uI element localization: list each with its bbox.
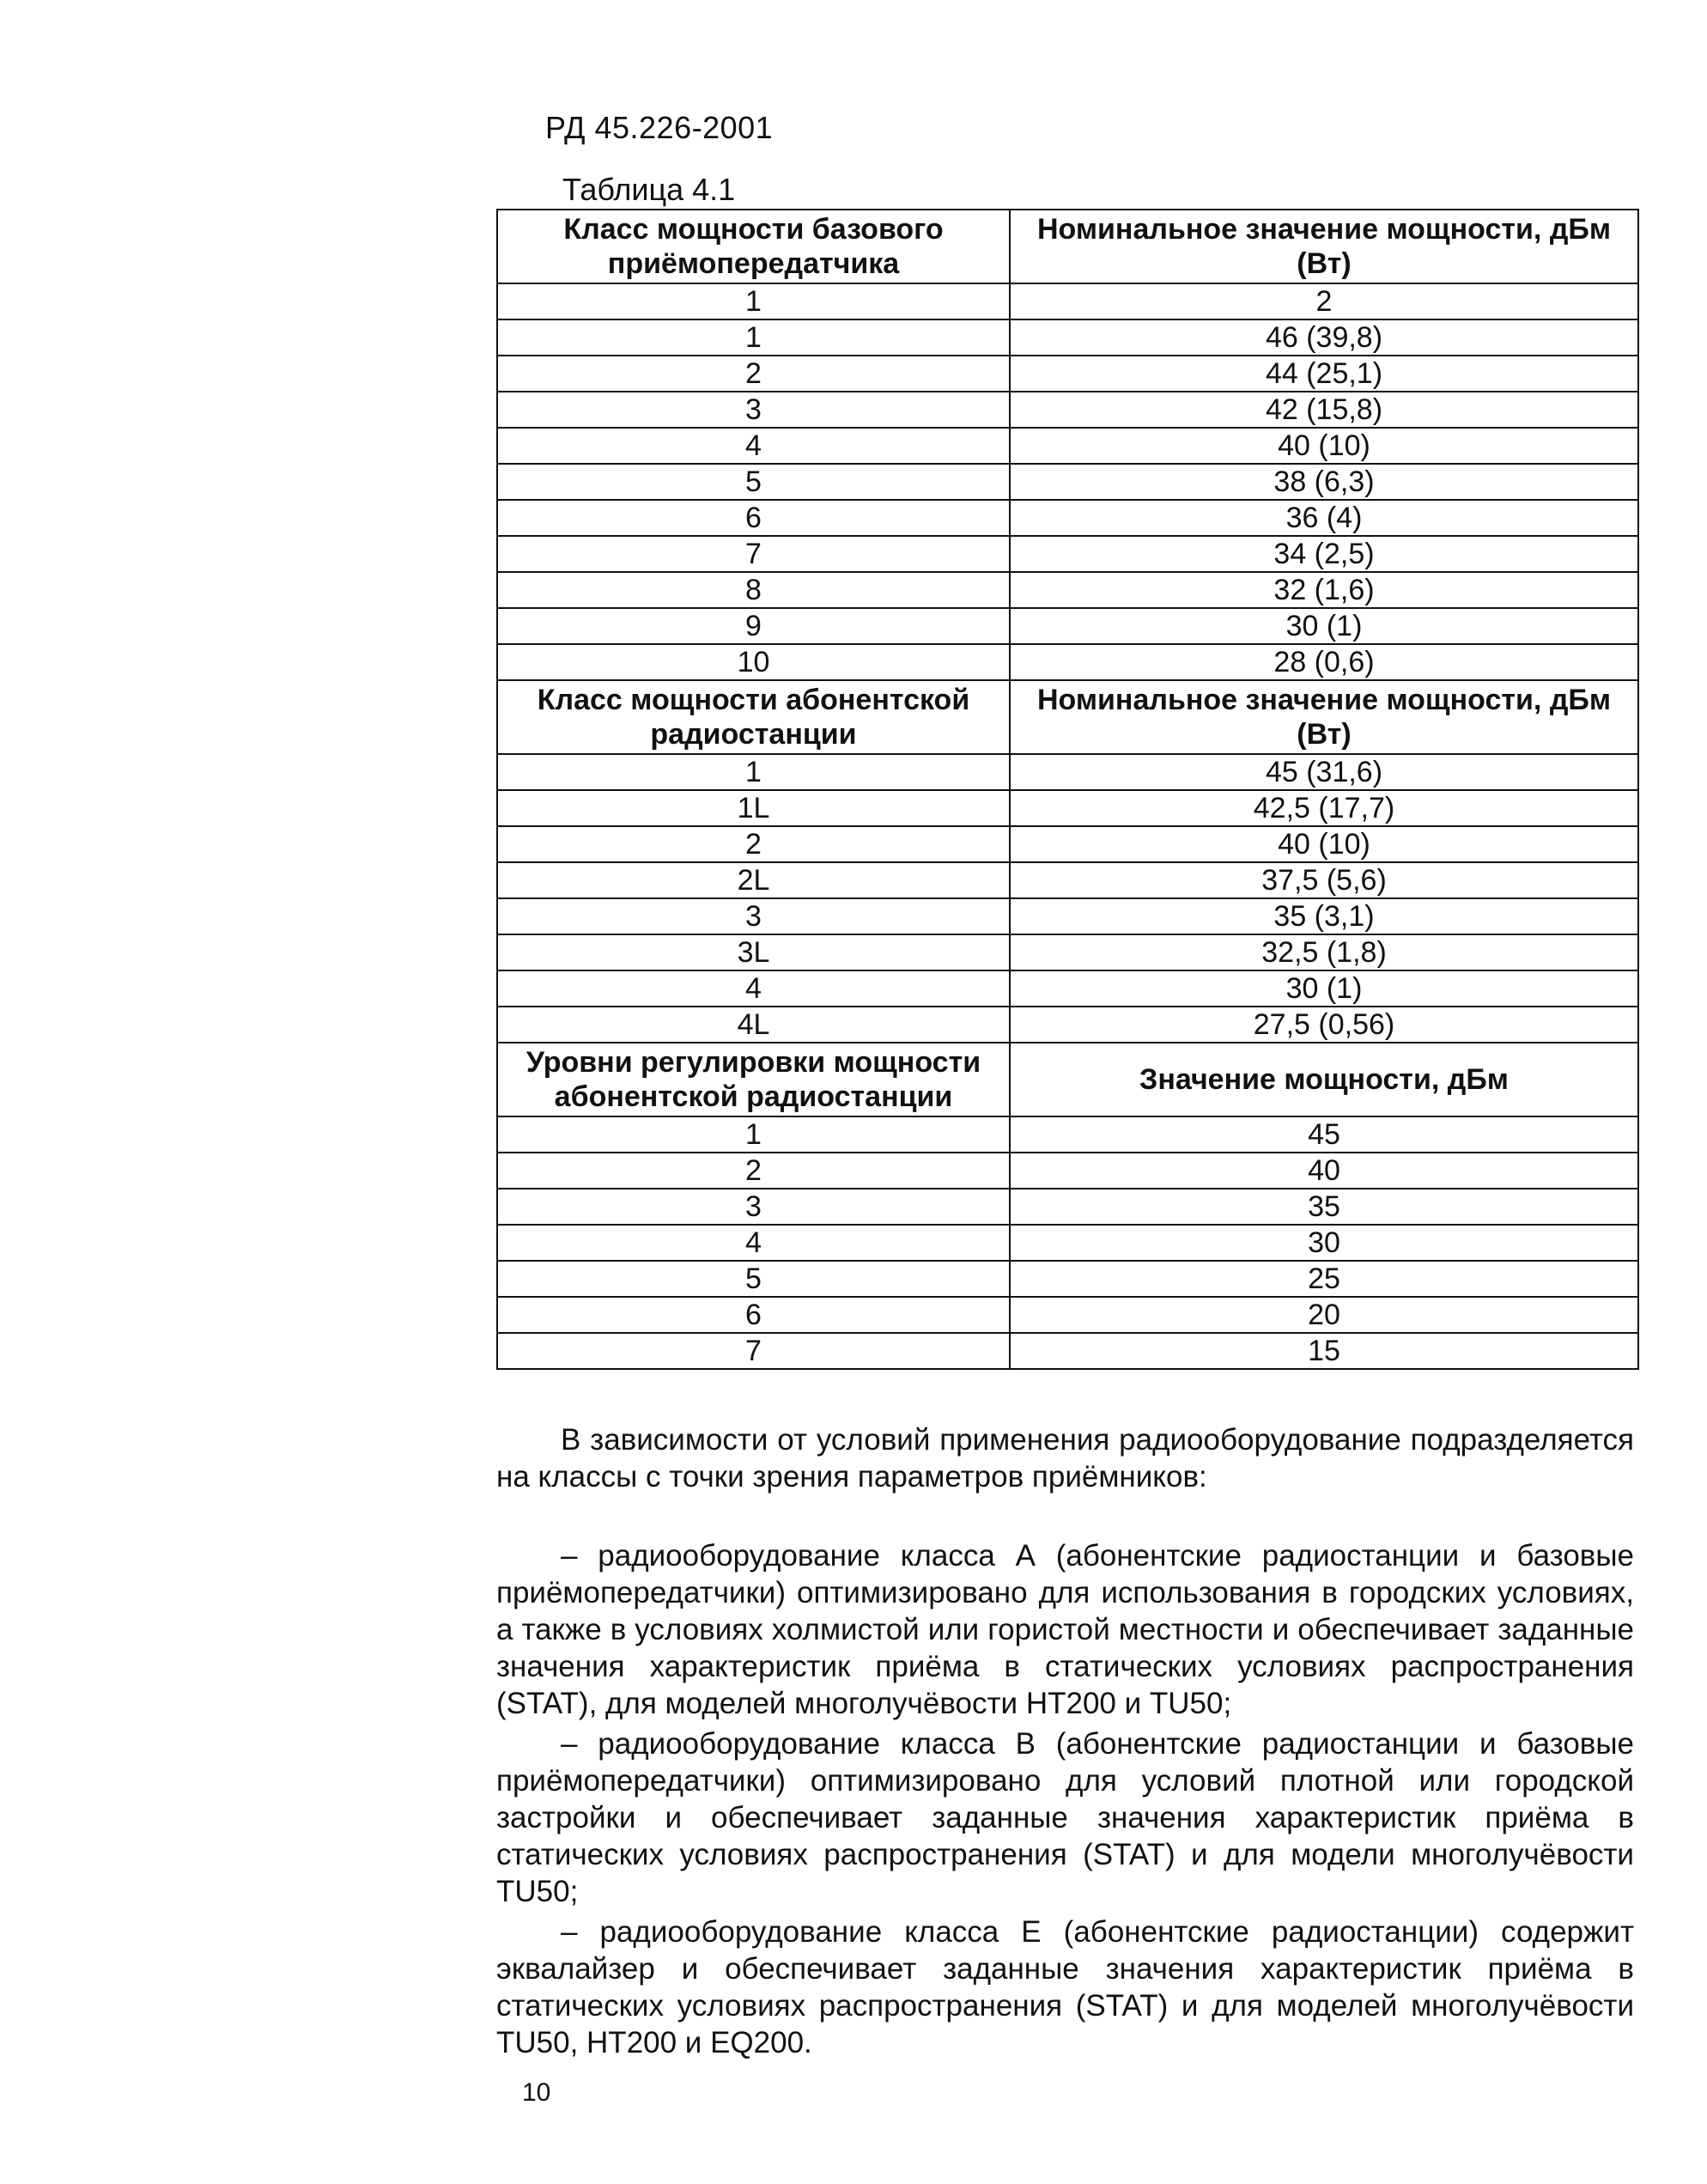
class-cell: 2: [497, 1153, 1010, 1189]
power-cell: 25: [1010, 1261, 1638, 1297]
power-cell: 37,5 (5,6): [1010, 862, 1638, 898]
table-row: [497, 1297, 1638, 1333]
table-row: [497, 572, 1638, 608]
table-row: [497, 536, 1638, 572]
table-row: [497, 898, 1638, 934]
power-class-table: [496, 209, 1639, 1370]
document-code: РД 45.226-2001: [545, 110, 774, 145]
table-row: [497, 1225, 1638, 1261]
table-header-row: [497, 210, 1638, 283]
class-cell: 4L: [497, 1007, 1010, 1043]
table-row: [497, 319, 1638, 356]
class-cell: 9: [497, 608, 1010, 644]
power-cell: 15: [1010, 1333, 1638, 1369]
power-cell: 42,5 (17,7): [1010, 790, 1638, 826]
intro-paragraph: [496, 1421, 1634, 1495]
table-header-cell: Номинальное значение мощности, дБм (Вт): [1010, 210, 1638, 283]
power-cell: 40: [1010, 1153, 1638, 1189]
power-cell: 32,5 (1,8): [1010, 934, 1638, 970]
table-row: [497, 500, 1638, 536]
power-cell: 40 (10): [1010, 826, 1638, 862]
table-row: [497, 862, 1638, 898]
table-row: [497, 608, 1638, 644]
class-cell: 6: [497, 500, 1010, 536]
power-cell: 30 (1): [1010, 608, 1638, 644]
table-row: [497, 428, 1638, 464]
power-cell: 30 (1): [1010, 970, 1638, 1007]
class-cell: 2: [497, 826, 1010, 862]
class-cell: 2: [497, 356, 1010, 392]
table-row: [497, 392, 1638, 428]
power-cell: 30: [1010, 1225, 1638, 1261]
power-cell: 27,5 (0,56): [1010, 1007, 1638, 1043]
table-header-cell: Класс мощности абонентской радиостанции: [497, 680, 1010, 754]
table-row: [497, 644, 1638, 680]
list-item: – радиооборудование класса Е (абонентские радиостанции) содержит эквалайзер и обеспечивает заданные значения характеристик приёма в статических условиях распространения (STAT) и для моделей многолучёвости TU50, HT200 и EQ200.: [496, 1915, 1634, 2059]
power-cell: 38 (6,3): [1010, 464, 1638, 500]
class-cell: 2L: [497, 862, 1010, 898]
class-cell: 1: [497, 754, 1010, 790]
table-row: [497, 283, 1638, 319]
table-row: [497, 1261, 1638, 1297]
table-row: [497, 790, 1638, 826]
table-row: [497, 826, 1638, 862]
table-row: [497, 754, 1638, 790]
class-cell: 5: [497, 464, 1010, 500]
class-cell: 3: [497, 1189, 1010, 1225]
class-cell: 3: [497, 392, 1010, 428]
power-cell: 35 (3,1): [1010, 898, 1638, 934]
power-cell: 44 (25,1): [1010, 356, 1638, 392]
class-cell: 1L: [497, 790, 1010, 826]
power-cell: 40 (10): [1010, 428, 1638, 464]
table-row: [497, 356, 1638, 392]
table-caption: Таблица 4.1: [562, 172, 736, 207]
class-cell: 3: [497, 898, 1010, 934]
table-row: [497, 1153, 1638, 1189]
list-item: – радиооборудование класса А (абонентские радиостанции и базовые приёмопередатчики) оптимизировано для использования в городских условиях, а также в условиях холмистой или гористой местности и обеспечивает заданные значения характеристик приёма в статических условиях распространения (STAT), для моделей многолучёвости HT200 и TU50;: [496, 1539, 1634, 1720]
table-header-row: [497, 1043, 1638, 1116]
class-cell: 7: [497, 536, 1010, 572]
class-cell: 1: [497, 319, 1010, 356]
table-header-cell: Номинальное значение мощности, дБм (Вт): [1010, 680, 1638, 754]
class-cell: 3L: [497, 934, 1010, 970]
power-cell: 45 (31,6): [1010, 754, 1638, 790]
class-cell: 4: [497, 428, 1010, 464]
page-number: 10: [522, 2078, 551, 2107]
power-cell: 36 (4): [1010, 500, 1638, 536]
table-header-cell: Значение мощности, дБм: [1010, 1043, 1638, 1116]
table-row: [497, 1333, 1638, 1369]
class-list: [496, 1537, 1634, 2065]
table-row: [497, 970, 1638, 1007]
class-cell: 4: [497, 970, 1010, 1007]
table-header-row: [497, 680, 1638, 754]
class-cell: 4: [497, 1225, 1010, 1261]
class-cell: 5: [497, 1261, 1010, 1297]
class-cell: 6: [497, 1297, 1010, 1333]
power-cell: 32 (1,6): [1010, 572, 1638, 608]
power-cell: 35: [1010, 1189, 1638, 1225]
table-row: [497, 1189, 1638, 1225]
table-row: [497, 464, 1638, 500]
list-item: – радиооборудование класса В (абонентские радиостанции и базовые приёмопередатчики) оптимизировано для условий плотной или городской застройки и обеспечивает заданные значения характеристик приёма в статических условиях распространения (STAT) и для модели многолучёвости TU50;: [496, 1727, 1634, 1908]
power-cell: 2: [1010, 283, 1638, 319]
power-cell: 42 (15,8): [1010, 392, 1638, 428]
power-cell: 28 (0,6): [1010, 644, 1638, 680]
intro-text: В зависимости от условий применения радиооборудование подразделяется на классы с точки зрения параметров приёмников:: [496, 1423, 1634, 1494]
power-cell: 46 (39,8): [1010, 319, 1638, 356]
class-cell: 1: [497, 1116, 1010, 1153]
power-cell: 45: [1010, 1116, 1638, 1153]
table-header-cell: Уровни регулировки мощности абонентской радиостанции: [497, 1043, 1010, 1116]
table-header-cell: Класс мощности базового приёмопередатчика: [497, 210, 1010, 283]
table-row: [497, 1007, 1638, 1043]
power-cell: 20: [1010, 1297, 1638, 1333]
power-cell: 34 (2,5): [1010, 536, 1638, 572]
table-row: [497, 1116, 1638, 1153]
table-row: [497, 934, 1638, 970]
class-cell: 1: [497, 283, 1010, 319]
class-cell: 7: [497, 1333, 1010, 1369]
class-cell: 8: [497, 572, 1010, 608]
class-cell: 10: [497, 644, 1010, 680]
